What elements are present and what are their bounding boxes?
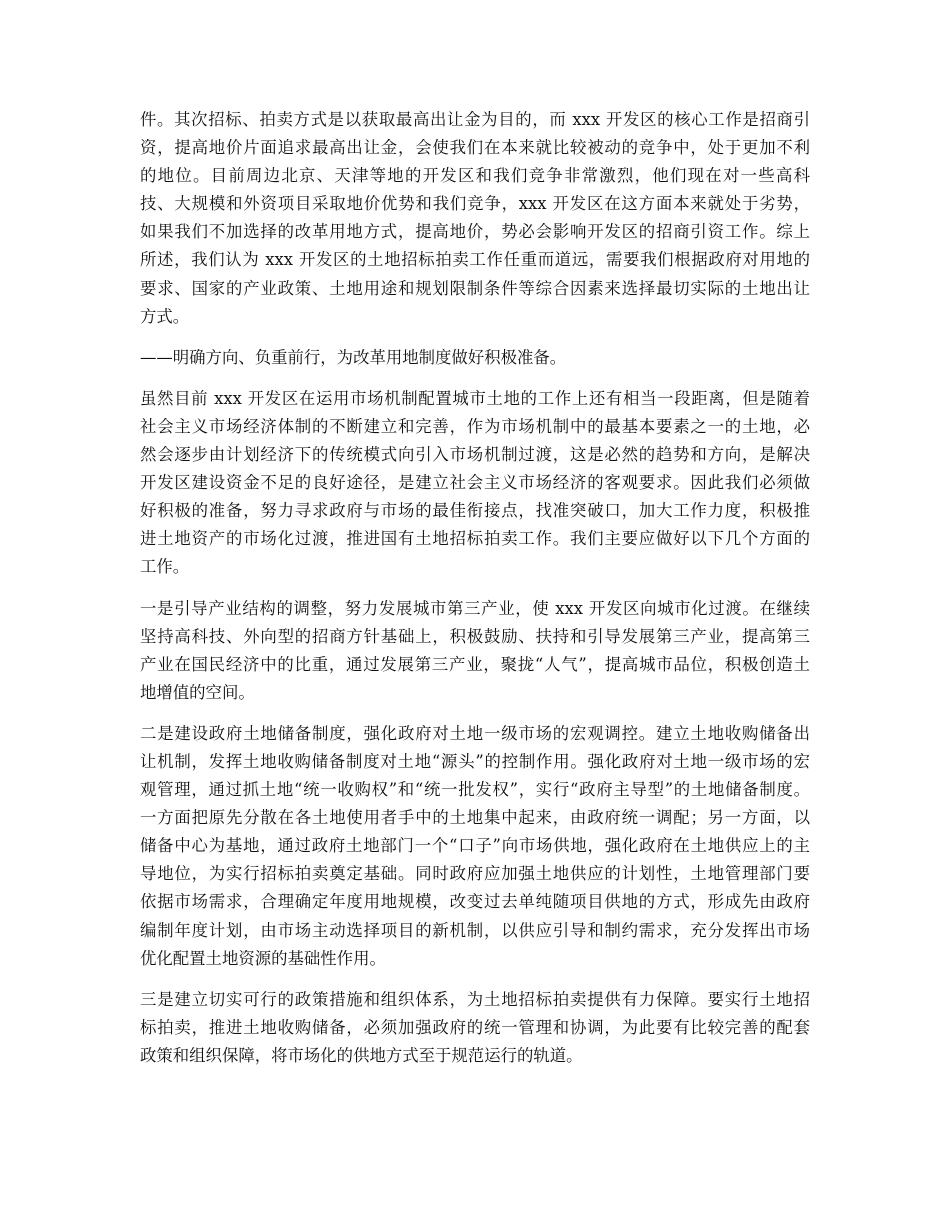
text-line: 储备中心为基地，通过政府土地部门一个“口子”向市场供地，强化政府在土地供应上的主 (140, 836, 810, 856)
text-line: 社会主义市场经济体制的不断建立和完善，作为市场机制中的最基本要素之一的土地，必 (140, 416, 810, 436)
text-line: 政策和组织保障，将市场化的供地方式至于规范运行的轨道。 (140, 1045, 583, 1065)
text-line: 开发区建设资金不足的良好途径，是建立社会主义市场经济的客观要求。因此我们必须做 (140, 473, 810, 493)
text-line: 技、大规模和外资项目采取地价优势和我们竞争，xxx 开发区在这方面本来就处于劣势， (140, 194, 810, 214)
text-line: 二是建设政府土地储备制度，强化政府对土地一级市场的宏观调控。建立土地收购储备出 (140, 723, 810, 743)
paragraph-point-one (140, 595, 810, 707)
text-line: 虽然目前 xxx 开发区在运用市场机制配置城市土地的工作上还有相当一段距离，但是随着 (140, 388, 810, 408)
text-line: 坚持高科技、外向型的招商方针基础上，积极鼓励、扶持和引导发展第三产业，提高第三 (140, 626, 810, 646)
paragraph-point-three (140, 986, 810, 1070)
text-line: 地增值的空间。 (140, 682, 255, 702)
text-line: 方式。 (140, 306, 190, 326)
text-line: 工作。 (140, 557, 190, 577)
text-line: 依据市场需求，合理确定年度用地规模，改变过去单纯随项目供地的方式，形成先由政府 (140, 892, 810, 912)
text-line: ——明确方向、负重前行，为改革用地制度做好积极准备。 (140, 347, 567, 367)
text-line: 资，提高地价片面追求最高出让金，会使我们在本来就比较被动的竞争中，处于更加不利 (140, 138, 810, 158)
paragraph-preparation (140, 385, 810, 582)
text-line: 然会逐步由计划经济下的传统模式向引入市场机制过渡，这是必然的趋势和方向，是解决 (140, 445, 810, 465)
text-line: 的地位。目前周边北京、天津等地的开发区和我们竞争非常激烈，他们现在对一些高科 (140, 166, 810, 186)
text-line: 要求、国家的产业政策、土地用途和规划限制条件等综合因素来选择最切实际的土地出让 (140, 278, 810, 298)
section-heading-direction (140, 344, 810, 372)
paragraph-point-two (140, 720, 810, 973)
text-line: 件。其次招标、拍卖方式是以获取最高出让金为目的，而 xxx 开发区的核心工作是招商引 (140, 110, 810, 129)
text-line: 所述，我们认为 xxx 开发区的土地招标拍卖工作任重而道远，需要我们根据政府对用地的 (140, 250, 810, 270)
text-line: 三是建立切实可行的政策措施和组织体系，为土地招标拍卖提供有力保障。要实行土地招 (140, 989, 810, 1009)
text-line: 导地位，为实行招标拍卖奠定基础。同时政府应加强土地供应的计划性，土地管理部门要 (140, 864, 810, 884)
text-line: 编制年度计划，由市场主动选择项目的新机制，以供应引导和制约需求，充分发挥出市场 (140, 920, 810, 940)
text-line: 让机制，发挥土地收购储备制度对土地“源头”的控制作用。强化政府对土地一级市场的宏 (140, 751, 810, 771)
text-line: 好积极的准备，努力寻求政府与市场的最佳衔接点，找准突破口，加大工作力度，积极推 (140, 501, 810, 521)
text-line: 一是引导产业结构的调整，努力发展城市第三产业，使 xxx 开发区向城市化过渡。在继续 (140, 598, 810, 618)
text-line: 标拍卖，推进土地收购储备，必须加强政府的统一管理和协调，为此要有比较完善的配套 (140, 1017, 810, 1037)
text-line: 一方面把原先分散在各土地使用者手中的土地集中起来，由政府统一调配；另一方面，以 (140, 808, 810, 828)
text-line: 如果我们不加选择的改革用地方式，提高地价，势必会影响开发区的招商引资工作。综上 (140, 222, 810, 242)
text-line: 进土地资产的市场化过渡，推进国有土地招标拍卖工作。我们主要应做好以下几个方面的 (140, 529, 810, 549)
text-line: 观管理，通过抓土地“统一收购权”和“统一批发权”，实行“政府主导型”的土地储备制度。 (140, 780, 810, 800)
text-line: 优化配置土地资源的基础性作用。 (140, 948, 386, 968)
text-line: 产业在国民经济中的比重，通过发展第三产业，聚拢“人气”，提高城市品位，积极创造土 (140, 654, 810, 674)
paragraph-bidding-conclusion (140, 106, 810, 331)
